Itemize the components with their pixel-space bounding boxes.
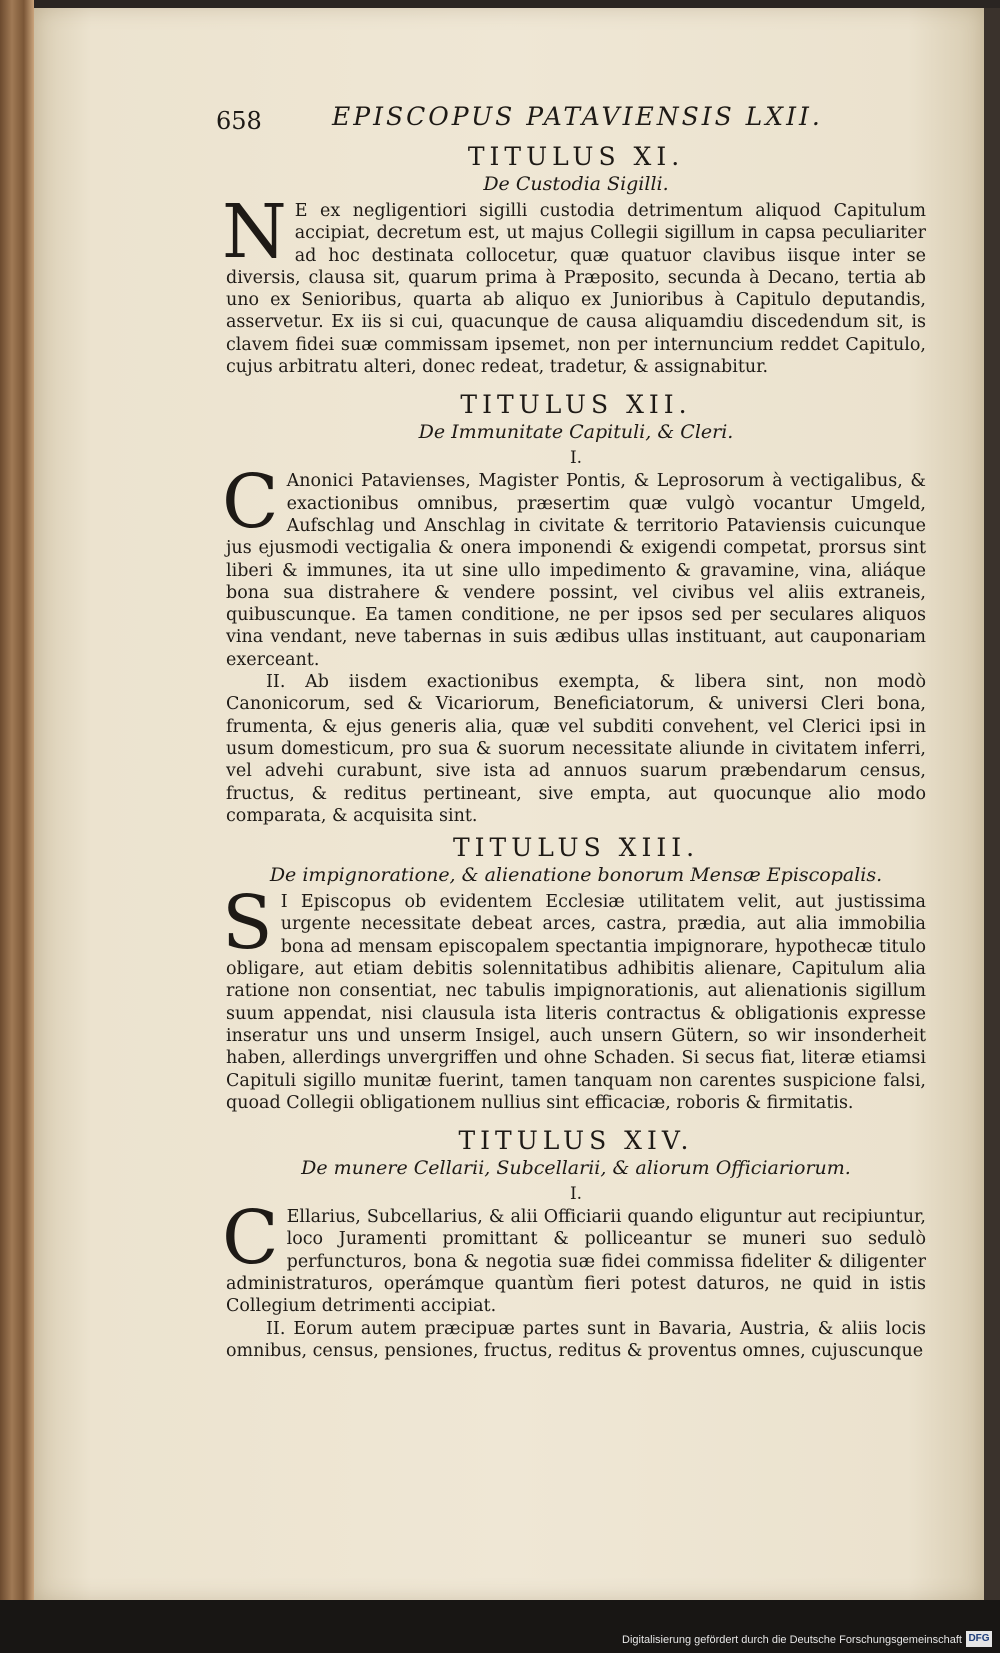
section-title: TITULUS XIII. [452, 833, 700, 863]
drop-cap: N [222, 189, 287, 275]
paragraph-text: Ellarius, Subcellarius, & alii Officiarii quando eliguntur aut recipiuntur, loco Juramenti promittant & polliceantur se muneri suo sedulò perfuncturos, bona & negotia suæ fidei commissa fideliter & diligenter administraturos, operámque quantùm fieri potest daturos, ne quid in istis Collegium detrimenti accipiat. [226, 1207, 926, 1317]
page-content [216, 100, 926, 1362]
dfg-logo: DFG [966, 1631, 992, 1647]
paragraph [222, 459, 926, 671]
section-title: TITULUS XIV. [458, 1126, 694, 1156]
paragraph [222, 1195, 926, 1317]
section-subtitle: De munere Cellarii, Subcellarii, & aliorum Officiariorum. [301, 1157, 851, 1180]
section-title: TITULUS XII. [460, 390, 692, 420]
drop-cap: C [222, 1195, 279, 1282]
article-numeral: I. [569, 1184, 583, 1205]
section-subtitle: De impignoratione, & alienatione bonorum Mensæ Episcopalis. [269, 864, 883, 887]
article-numeral: I. [569, 448, 583, 469]
section-titulus-xiv [222, 1126, 926, 1362]
paragraph-text: II. Ab iisdem exactionibus exempta, & libera sint, non modò Canonicorum, sed & Vicariorum, Beneficiatorum, & universi Cleri bona, frumenta, & ejus generis alia, quæ vel subditi convehent, vel Clerici ipsi in usum domesticum, pro sua & suorum necessitate aliunde in civitatem inferri, vel advehi curabunt, sive ista ad annuos suarum præbendarum census, fructus, & reditus pertineant, sive empta, aut quocunque alio modo comparata, & acquisita sint. [226, 672, 926, 826]
page-header [216, 100, 926, 140]
paragraph [226, 1318, 926, 1363]
section-titulus-xi [222, 142, 926, 378]
paragraph-text: E ex negligentiori sigilli custodia detrimentum aliquod Capitulum accipiat, decretum est, ut majus Collegii sigillum in capsa peculiariter ad hoc destinata collocetur, quæ quatuor clavibus iisque inter se diversis, clausa sit, quarum prima à Præposito, secunda à Decano, tertia ab uno ex Senioribus, quarta ab aliquo ex Junioribus à Capitulo deputandis, asservetur. Ex iis si cui, quacunque de causa aliquamdiu discedendum sit, is clavem fidei suæ commissam ipsemet, non per internuncium reddet Capitulo, cujus arbitratu alteri, donec redeat, tradetur, & assignabitur. [226, 201, 926, 378]
running-head: EPISCOPUS PATAVIENSIS LXII. [332, 102, 823, 131]
paragraph-text: II. Eorum autem præcipuæ partes sunt in Bavaria, Austria, & aliis locis omnibus, census, pensiones, fructus, reditus & proventus omnes, cujuscunque [226, 1318, 926, 1361]
section-title: TITULUS XI. [467, 142, 685, 171]
paragraph-text: I Episcopus ob evidentem Ecclesiæ utilitatem velit, aut justissima urgente necessitate debeat arces, castra, prædia, aut alia immobilia bona ad mensam episcopalem spectantia impignorare, hypothecæ titulo obligare, aut etiam debitis solennitatibus adhibitis alienare, Capitulum alia ratione non consentiat, nec tabulis impignorationis, aut alienationis sigillum suum appendat, nisi clausula ista literis contractus & obligationis expresse inseratur uns und unserm Insigel, auch unsern Gütern, so wir insonderheit haben, allerdings unvergriffen und ohne Schaden. Si secus fiat, literæ etiamsi Capituli sigillo munitæ fuerint, tamen tanquam non carentes suspicione falsi, quoad Collegii obligationem nullius sint efficaciæ, roboris & firmitatis. [226, 892, 926, 1113]
section-subtitle: De Custodia Sigilli. [483, 173, 669, 195]
paragraph [222, 880, 926, 1114]
section-titulus-xiii [222, 833, 926, 1114]
page-edge [984, 8, 1000, 1600]
section-titulus-xii [222, 390, 926, 827]
digitization-credit: Digitalisierung gefördert durch die Deutsche Forschungsgemeinschaft [622, 1634, 962, 1646]
drop-cap: S [222, 880, 273, 967]
page-number: 658 [216, 107, 262, 135]
book-binding [0, 0, 34, 1600]
section-subtitle: De Immunitate Capituli, & Cleri. [418, 421, 734, 444]
paragraph [226, 671, 926, 827]
paragraph [222, 189, 926, 378]
paragraph-text: Anonici Patavienses, Magister Pontis, & Leprosorum à vectigalibus, & exactionibus omnibus, præsertim quæ vulgò vocantur Umgeld, Aufschlag und Anschlag in civitate & territorio Pataviensis cuicunque jus ejusmodi vectigalia & onera imponendi & exigendi competat, prorsus sint liberi & immunes, ita ut sine ullo impedimento & gravamine, vina, aliáque bona sua distrahere & vendere possint, vel civibus vel aliis extraneis, quibuscunque. Ea tamen conditione, ne per ipsos sed per seculares aliquos vina vendant, neve tabernas in suis ædibus ullas instituant, aut cauponariam exerceant. [226, 471, 926, 670]
drop-cap: C [222, 459, 279, 546]
